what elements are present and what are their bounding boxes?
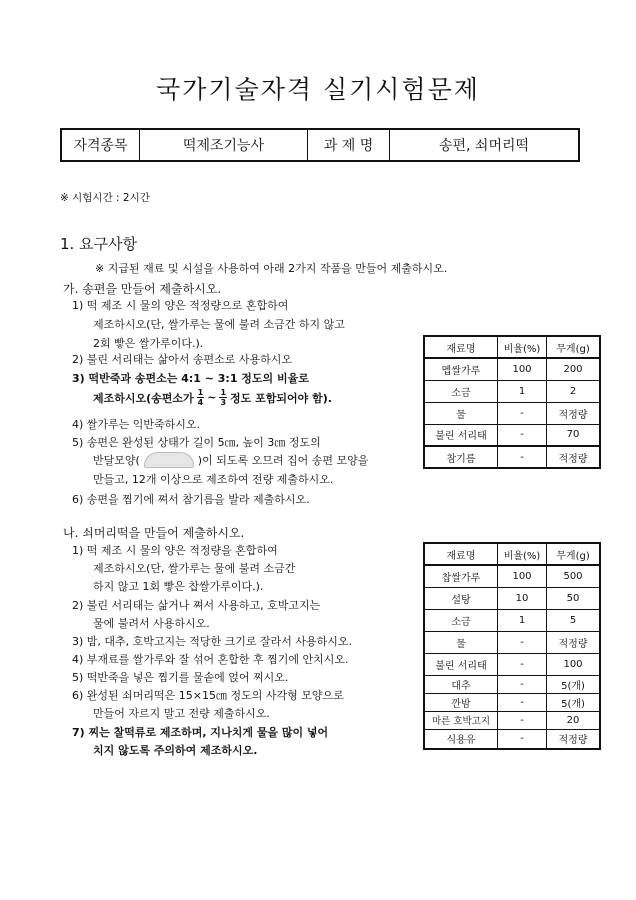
table-row <box>424 402 600 424</box>
table-cell: 50 <box>547 587 601 609</box>
table-row <box>424 358 600 380</box>
table-cell: 적정량 <box>547 402 601 424</box>
table-cell: - <box>498 446 547 468</box>
table-cell: 5(개) <box>547 675 601 693</box>
table-row <box>424 675 600 693</box>
table-cell: 5(개) <box>547 693 601 711</box>
table-cell: 적정량 <box>547 729 601 749</box>
part-b-line: 만들어 자르지 말고 전량 제출하시오. <box>93 707 270 720</box>
table-cell: 깐밤 <box>424 693 498 711</box>
half-moon-shape-icon <box>144 452 194 468</box>
table-cell: 1 <box>498 609 547 631</box>
part-b-heading: 나. 쇠머리떡을 만들어 제출하시오. <box>63 526 245 540</box>
part-a-line: 1) 떡 제조 시 물의 양은 적정량으로 혼합하여 <box>72 299 289 312</box>
table-cell: 500 <box>547 565 601 587</box>
table-header-cell: 무게(g) <box>547 543 601 565</box>
table-row <box>424 653 600 675</box>
table-cell: - <box>498 653 547 675</box>
section-intro: ※ 지급된 재료 및 시설을 사용하여 아래 2가지 작품을 만들어 제출하시오. <box>95 262 448 275</box>
part-a-line: 2회 빻은 쌀가루이다.). <box>93 337 204 350</box>
exam-time: ※ 시험시간 : 2시간 <box>60 192 150 204</box>
table-row <box>424 587 600 609</box>
table-cell: - <box>498 693 547 711</box>
table-cell: - <box>498 631 547 653</box>
part-b-line: 하지 않고 1회 빻은 찹쌀가루이다.). <box>93 580 264 593</box>
table-row <box>424 424 600 446</box>
part-a-line: 6) 송편을 찜기에 쪄서 참기름을 발라 제출하시오. <box>72 493 310 506</box>
table-cell: 10 <box>498 587 547 609</box>
part-b-line: 물에 불려서 사용하시오. <box>93 617 210 630</box>
part-b-ingredients-table <box>423 542 601 750</box>
table-cell: 물 <box>424 402 498 424</box>
part-a-heading: 가. 송편을 만들어 제출하시오. <box>63 282 222 296</box>
fraction-one-quarter <box>197 388 205 407</box>
table-cell: 대추 <box>424 675 498 693</box>
table-cell: 100 <box>547 653 601 675</box>
fraction-denominator: 4 <box>197 398 204 407</box>
part-a-line: 만들고, 12개 이상으로 제조하여 전량 제출하시오. <box>93 473 334 486</box>
part-b-line: 제조하시오(단, 쌀가루는 물에 불려 소금간 <box>93 562 296 575</box>
header-label-task: 과 제 명 <box>308 130 390 160</box>
table-cell: 소금 <box>424 380 498 402</box>
part-a-ingredients-table <box>423 335 601 469</box>
part-b-line: 치지 않도록 주의하여 제조하시오. <box>93 744 258 757</box>
table-header-cell: 비율(%) <box>498 336 547 358</box>
table-cell: 20 <box>547 711 601 729</box>
fraction-denominator: 3 <box>220 398 227 407</box>
header-kind-value: 떡제조기능사 <box>140 130 308 160</box>
table-header-cell: 재료명 <box>424 543 498 565</box>
table-cell: - <box>498 675 547 693</box>
part-b-line: 2) 불린 서리태는 삶거나 쪄서 사용하고, 호박고지는 <box>72 599 321 612</box>
table-cell: 설탕 <box>424 587 498 609</box>
table-cell: 찹쌀가루 <box>424 565 498 587</box>
table-cell: 1 <box>498 380 547 402</box>
table-cell: 소금 <box>424 609 498 631</box>
part-b-line: 3) 밤, 대추, 호박고지는 적당한 크기로 잘라서 사용하시오. <box>72 635 353 648</box>
table-cell: 적정량 <box>547 631 601 653</box>
table-cell: - <box>498 402 547 424</box>
table-cell: 2 <box>547 380 601 402</box>
table-cell: - <box>498 729 547 749</box>
table-cell: - <box>498 711 547 729</box>
header-label-kind: 자격종목 <box>62 130 140 160</box>
table-cell: 식용유 <box>424 729 498 749</box>
part-b-line: 1) 떡 제조 시 물의 양은 적정량을 혼합하여 <box>72 544 278 557</box>
table-cell: 200 <box>547 358 601 380</box>
table-row <box>424 565 600 587</box>
ratio-text-pre: 제조하시오(송편소가 <box>93 391 194 405</box>
table-cell: 불린 서리태 <box>424 653 498 675</box>
table-cell: 멥쌀가루 <box>424 358 498 380</box>
page-title: 국가기술자격 실기시험문제 <box>156 75 480 104</box>
part-a-line: 4) 쌀가루는 익반죽하시오. <box>72 418 201 431</box>
table-row <box>424 446 600 468</box>
ratio-text-post: 정도 포함되어야 함). <box>230 391 332 405</box>
table-row <box>424 693 600 711</box>
table-cell: - <box>498 424 547 446</box>
table-cell: 참기름 <box>424 446 498 468</box>
tilde: ~ <box>207 391 217 404</box>
part-a-line: 3) 떡반죽과 송편소는 4:1 ~ 3:1 정도의 비율로 <box>72 372 309 385</box>
table-header-cell: 재료명 <box>424 336 498 358</box>
section-heading: 1. 요구사항 <box>60 235 138 253</box>
part-b-line: 5) 떡반죽을 넣은 찜기를 물솥에 얹어 찌시오. <box>72 671 289 684</box>
table-cell: 5 <box>547 609 601 631</box>
table-header-row <box>424 336 600 358</box>
table-cell: 70 <box>547 424 601 446</box>
part-a-ratio-line <box>93 388 332 407</box>
part-a-line: 2) 불린 서리태는 삶아서 송편소로 사용하시오 <box>72 353 293 366</box>
header-task-value: 송편, 쇠머리떡 <box>438 138 530 154</box>
part-b-line: 4) 부재료를 쌀가루와 잘 섞어 혼합한 후 찜기에 안치시오. <box>72 653 349 666</box>
part-a-shape-line <box>93 452 368 468</box>
part-b-line: 6) 완성된 쇠머리떡은 15×15㎝ 정도의 사각형 모양으로 <box>72 689 344 702</box>
table-header-cell: 무게(g) <box>547 336 601 358</box>
table-cell: 마른 호박고지 <box>424 711 498 729</box>
table-row <box>424 609 600 631</box>
shape-text-pre: 반달모양( <box>93 454 140 467</box>
part-b-line: 7) 찌는 찰떡류로 제조하며, 지나치게 물을 많이 넣어 <box>72 726 329 739</box>
table-header-row <box>424 543 600 565</box>
fraction-one-third <box>219 388 227 407</box>
table-row <box>424 711 600 729</box>
table-cell: 물 <box>424 631 498 653</box>
fraction-numerator: 1 <box>197 388 204 397</box>
shape-text-post: )이 되도록 오므려 집어 송편 모양을 <box>197 454 369 467</box>
table-cell: 100 <box>498 565 547 587</box>
table-header-cell: 비율(%) <box>498 543 547 565</box>
fraction-numerator: 1 <box>220 388 227 397</box>
part-a-line: 제조하시오(단, 쌀가루는 물에 불려 소금간 하지 않고 <box>93 318 345 331</box>
table-cell: 불린 서리태 <box>424 424 498 446</box>
part-a-line: 5) 송편은 완성된 상태가 길이 5㎝, 높이 3㎝ 정도의 <box>72 436 321 449</box>
table-cell: 적정량 <box>547 446 601 468</box>
table-cell: 100 <box>498 358 547 380</box>
header-table <box>60 128 580 162</box>
table-row <box>424 631 600 653</box>
table-row <box>424 380 600 402</box>
table-row <box>424 729 600 749</box>
